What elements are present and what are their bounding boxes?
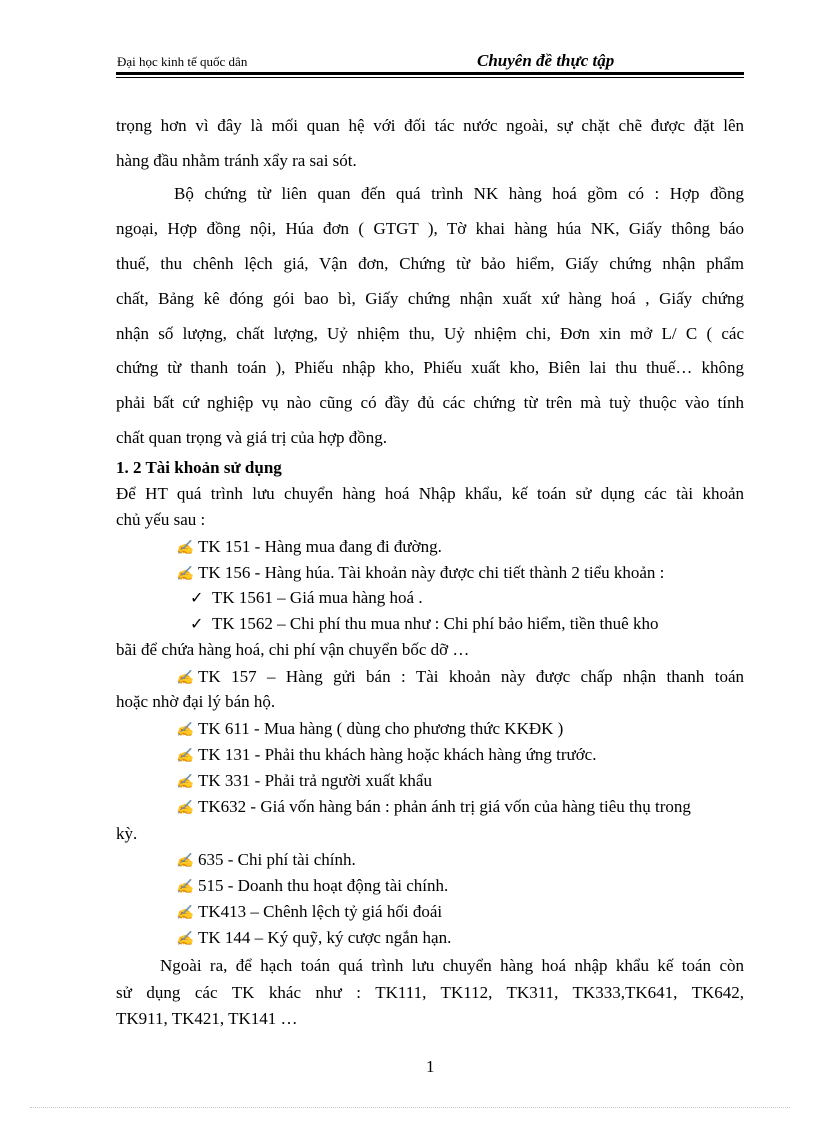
list-item bbox=[176, 876, 448, 898]
paragraph-line: chứng từ thanh toán ), Phiếu nhập kho, Phiếu xuất kho, Biên lai thu thuế… không bbox=[116, 358, 744, 377]
section-heading: 1. 2 Tài khoản sử dụng bbox=[116, 458, 282, 477]
pen-icon: ✍ bbox=[176, 541, 194, 556]
list-item bbox=[176, 745, 596, 767]
list-item bbox=[176, 902, 442, 924]
pen-icon: ✍ bbox=[176, 932, 194, 947]
paragraph-line: chất, Bảng kê đóng gói bao bì, Giấy chứng nhận xuất xứ hàng hoá , Giấy chứng bbox=[116, 289, 744, 308]
header-university: Đại học kinh tế quốc dân bbox=[117, 54, 248, 69]
paragraph-line: Để HT quá trình lưu chuyển hàng hoá Nhập khẩu, kế toán sử dụng các tài khoản bbox=[116, 484, 744, 503]
header-title: Chuyên đề thực tập bbox=[477, 51, 615, 70]
list-item-continuation: bãi để chứa hàng hoá, chi phí vận chuyển bốc dỡ … bbox=[116, 640, 470, 659]
list-item-text: TK 151 - Hàng mua đang đi đường. bbox=[198, 537, 442, 556]
paragraph-line: nhận số lượng, chất lượng, Uỷ nhiệm thu, Uỷ nhiệm chi, Đơn xin mở L/ C ( các bbox=[116, 324, 744, 343]
list-item-text: 635 - Chi phí tài chính. bbox=[198, 850, 356, 869]
list-item bbox=[176, 797, 691, 819]
list-item bbox=[176, 928, 451, 950]
checkmark-icon: ✓ bbox=[190, 590, 204, 607]
list-item-continuation: kỳ. bbox=[116, 824, 138, 843]
list-item bbox=[176, 563, 664, 585]
header-rule-thin bbox=[116, 77, 744, 78]
list-item bbox=[176, 771, 432, 793]
paragraph-line: trọng hơn vì đây là mối quan hệ với đối tác nước ngoài, sự chặt chẽ được đặt lên bbox=[116, 116, 744, 135]
pen-icon: ✍ bbox=[176, 906, 194, 921]
list-item-continuation: hoặc nhờ đại lý bán hộ. bbox=[116, 692, 276, 711]
list-item bbox=[176, 850, 356, 872]
paragraph-line: chủ yếu sau : bbox=[116, 510, 206, 529]
list-item-text: TK 131 - Phải thu khách hàng hoặc khách hàng ứng trước. bbox=[198, 745, 597, 764]
list-item-text: TK 1562 – Chi phí thu mua như : Chi phí bảo hiểm, tiền thuê kho bbox=[212, 614, 659, 633]
pen-icon: ✍ bbox=[176, 749, 194, 764]
pen-icon: ✍ bbox=[176, 723, 194, 738]
list-item bbox=[176, 537, 442, 559]
paragraph-line: sử dụng các TK khác như : TK111, TK112, TK311, TK333,TK641, TK642, bbox=[116, 983, 744, 1002]
paragraph-line: ngoại, Hợp đồng nội, Húa đơn ( GTGT ), Tờ khai hàng húa NK, Giấy thông báo bbox=[116, 219, 744, 238]
pen-icon: ✍ bbox=[176, 567, 194, 582]
page-number: 1 bbox=[426, 1057, 435, 1076]
list-item-text: TK 156 - Hàng húa. Tài khoản này được chi tiết thành 2 tiểu khoản : bbox=[198, 563, 665, 582]
pen-icon: ✍ bbox=[176, 880, 194, 895]
list-item-text: TK 331 - Phải trả người xuất khẩu bbox=[198, 771, 432, 790]
page-bottom-border bbox=[30, 1107, 790, 1108]
list-item-text: TK 611 - Mua hàng ( dùng cho phương thức KKĐK ) bbox=[198, 719, 564, 738]
list-item bbox=[176, 667, 744, 689]
checkmark-icon: ✓ bbox=[190, 616, 204, 633]
paragraph-line: Ngoài ra, để hạch toán quá trình lưu chuyển hàng hoá nhập khẩu kế toán còn bbox=[160, 956, 744, 975]
pen-icon: ✍ bbox=[176, 775, 194, 790]
paragraph-line: chất quan trọng và giá trị của hợp đồng. bbox=[116, 428, 387, 447]
list-item-text: TK632 - Giá vốn hàng bán : phản ánh trị giá vốn của hàng tiêu thụ trong bbox=[198, 797, 691, 816]
paragraph-line: TK911, TK421, TK141 … bbox=[116, 1009, 298, 1028]
paragraph-line: Bộ chứng từ liên quan đến quá trình NK hàng hoá gồm có : Hợp đồng bbox=[174, 184, 744, 203]
list-item bbox=[190, 588, 423, 609]
list-item bbox=[176, 719, 563, 741]
list-item-text: TK413 – Chênh lệch tỷ giá hối đoái bbox=[198, 902, 443, 921]
paragraph-line: phải bất cứ nghiệp vụ nào cũng có đầy đủ các chứng từ trên mà tuỳ thuộc vào tính bbox=[116, 393, 744, 412]
pen-icon: ✍ bbox=[176, 801, 194, 816]
list-item-text: TK 157 – Hàng gửi bán : Tài khoản này được chấp nhận thanh toán bbox=[198, 667, 744, 686]
header-rule-thick bbox=[116, 72, 744, 75]
list-item-text: TK 1561 – Giá mua hàng hoá . bbox=[212, 588, 423, 607]
pen-icon: ✍ bbox=[176, 854, 194, 869]
list-item-text: 515 - Doanh thu hoạt động tài chính. bbox=[198, 876, 449, 895]
list-item-text: TK 144 – Ký quỹ, ký cược ngắn hạn. bbox=[198, 928, 452, 947]
list-item bbox=[190, 614, 658, 635]
paragraph-line: hàng đầu nhằm tránh xẩy ra sai sót. bbox=[116, 151, 357, 170]
pen-icon: ✍ bbox=[176, 671, 194, 686]
paragraph-line: thuế, thu chênh lệch giá, Vận đơn, Chứng từ bảo hiểm, Giấy chứng nhận phẩm bbox=[116, 254, 744, 273]
